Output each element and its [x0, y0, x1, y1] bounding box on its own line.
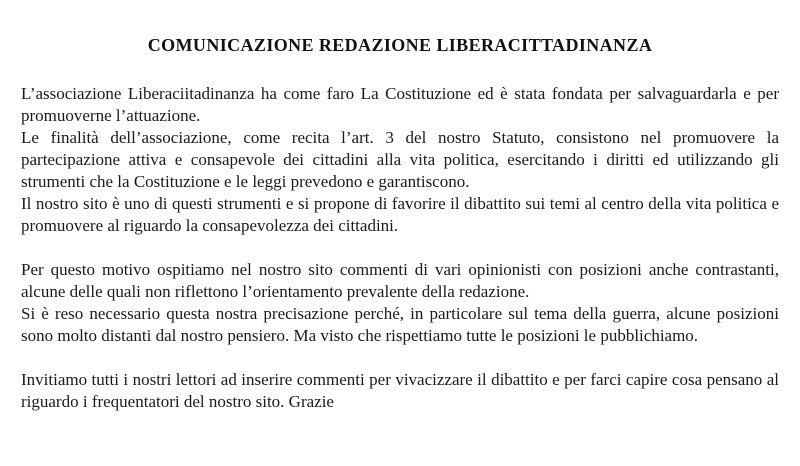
document-title: COMUNICAZIONE REDAZIONE LIBERACITTADINANZA	[147, 35, 653, 55]
paragraph-statute-goals: Le finalità dell’associazione, come recita l’art. 3 del nostro Statuto, consistono nel promuovere la partecipazione attiva e consapevole dei cittadini alla vita politica, esercitando i diritti ed utilizzando gli strumenti che la Costituzione e le leggi prevedono e garantiscono.	[21, 128, 779, 191]
paragraph-opinions-disclaimer: Per questo motivo ospitiamo nel nostro sito commenti di vari opinionisti con posizioni anche contrastanti, alcune delle quali non riflettono l’orientamento prevalente della redazione.	[21, 260, 779, 301]
paragraph-association-intro: L’associazione Liberaciitadinanza ha come faro La Costituzione ed è stata fondata per salvaguardarla e per promuoverne l’attuazione.	[21, 84, 779, 125]
paragraph-site-purpose: Il nostro sito è uno di questi strumenti e si propone di favorire il dibattito sui temi al centro della vita politica e promuovere al riguardo la consapevolezza dei cittadini.	[21, 194, 779, 235]
paragraph-war-positions: Si è reso necessario questa nostra precisazione perché, in particolare sul tema della guerra, alcune posizioni sono molto distanti dal nostro pensiero. Ma visto che rispettiamo tutte le posizioni le pubblichiamo.	[21, 304, 779, 345]
paragraph-reader-invitation: Invitiamo tutti i nostri lettori ad inserire commenti per vivacizzare il dibattito e per farci capire cosa pensano al riguardo i frequentatori del nostro sito. Grazie	[21, 370, 779, 411]
